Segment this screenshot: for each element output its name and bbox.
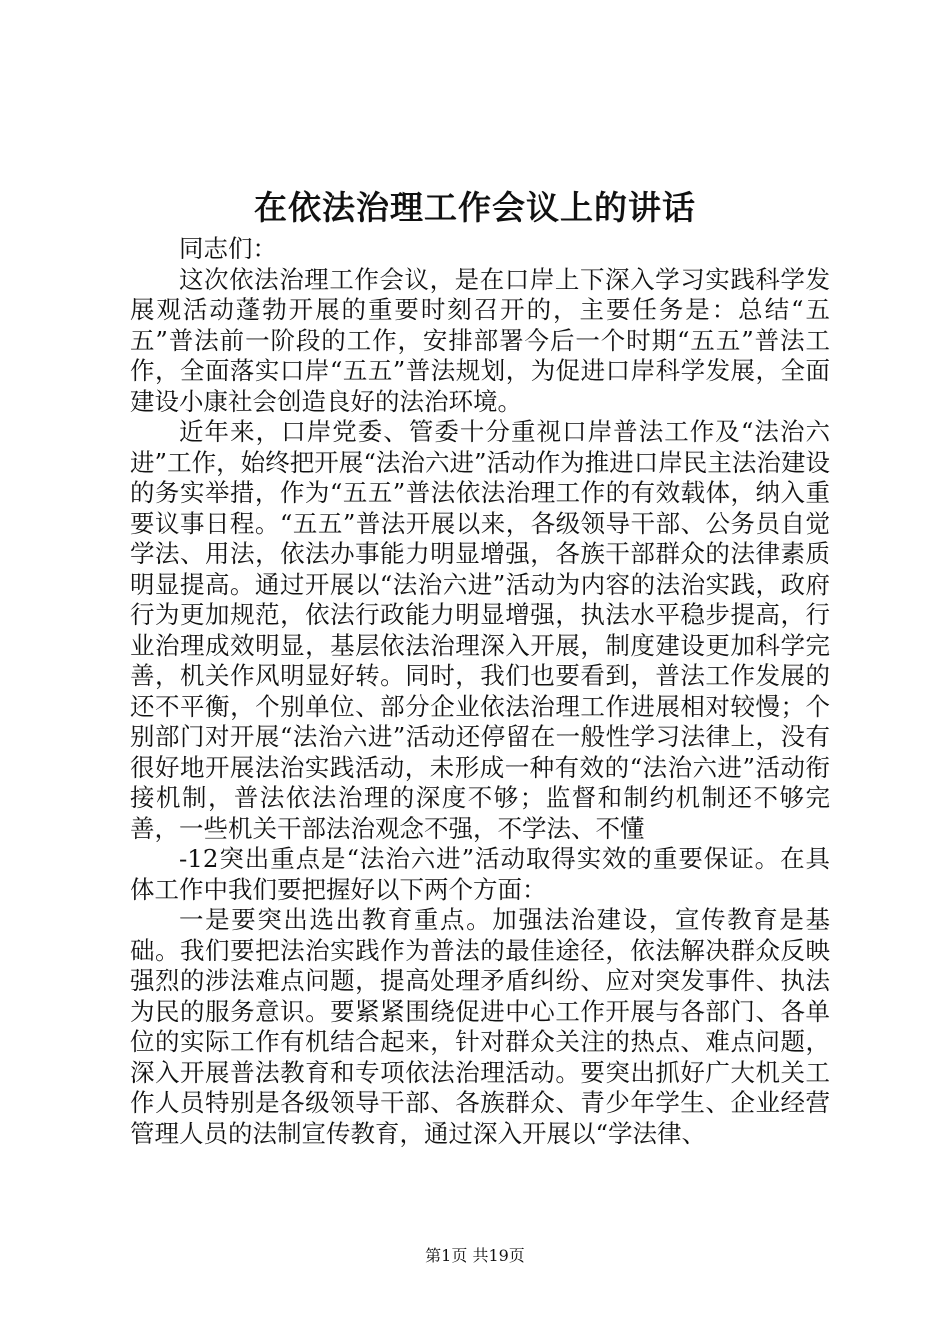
page-footer: 第1页 共19页 (425, 1246, 525, 1265)
document-body (130, 234, 830, 1149)
body-paragraph: 这次依法治理工作会议，是在口岸上下深入学习实践科学发展观活动蓬勃开展的重要时刻召开的，主要任务是：总结“五五”普法前一阶段的工作，安排部署今后一个时期“五五”普法工作，全面落实口岸“五五”普法规划，为促进口岸科学发展，全面建设小康社会创造良好的法治环境。 (130, 264, 830, 416)
body-paragraph: 近年来，口岸党委、管委十分重视口岸普法工作及“法治六进”工作，始终把开展“法治六进”活动作为推进口岸民主法治建设的务实举措，作为“五五”普法依法治理工作的有效载体，纳入重要议事日程。“五五”普法开展以来，各级领导干部、公务员自觉学法、用法，依法办事能力明显增强，各族干部群众的法律素质明显提高。通过开展以“法治六进”活动为内容的法治实践，政府行为更加规范，依法行政能力明显增强，执法水平稳步提高，行业治理成效明显，基层依法治理深入开展，制度建设更加科学完善，机关作风明显好转。同时，我们也要看到，普法工作发展的还不平衡，个别单位、部分企业依法治理工作进展相对较慢；个别部门对开展“法治六进”活动还停留在一般性学习法律上，没有很好地开展法治实践活动，未形成一种有效的“法治六进”活动衔接机制，普法依法治理的深度不够；监督和制约机制还不够完善，一些机关干部法治观念不强，不学法、不懂 (130, 417, 830, 843)
document-title: 在依法治理工作会议上的讲话 (254, 188, 696, 227)
body-paragraph: 一是要突出选出教育重点。加强法治建设，宣传教育是基础。我们要把法治实践作为普法的最佳途径，依法解决群众反映强烈的涉法难点问题，提高处理矛盾纠纷、应对突发事件、执法为民的服务意识。要紧紧围绕促进中心工作开展与各部门、各单位的实际工作有机结合起来，针对群众关注的热点、难点问题，深入开展普法教育和专项依法治理活动。要突出抓好广大机关工作人员特别是各级领导干部、各族群众、青少年学生、企业经营管理人员的法制宣传教育，通过深入开展以“学法律、 (130, 905, 830, 1148)
body-paragraph: -12突出重点是“法治六进”活动取得实效的重要保证。在具体工作中我们要把握好以下两个方面： (130, 844, 830, 904)
salutation-paragraph: 同志们： (179, 234, 277, 263)
